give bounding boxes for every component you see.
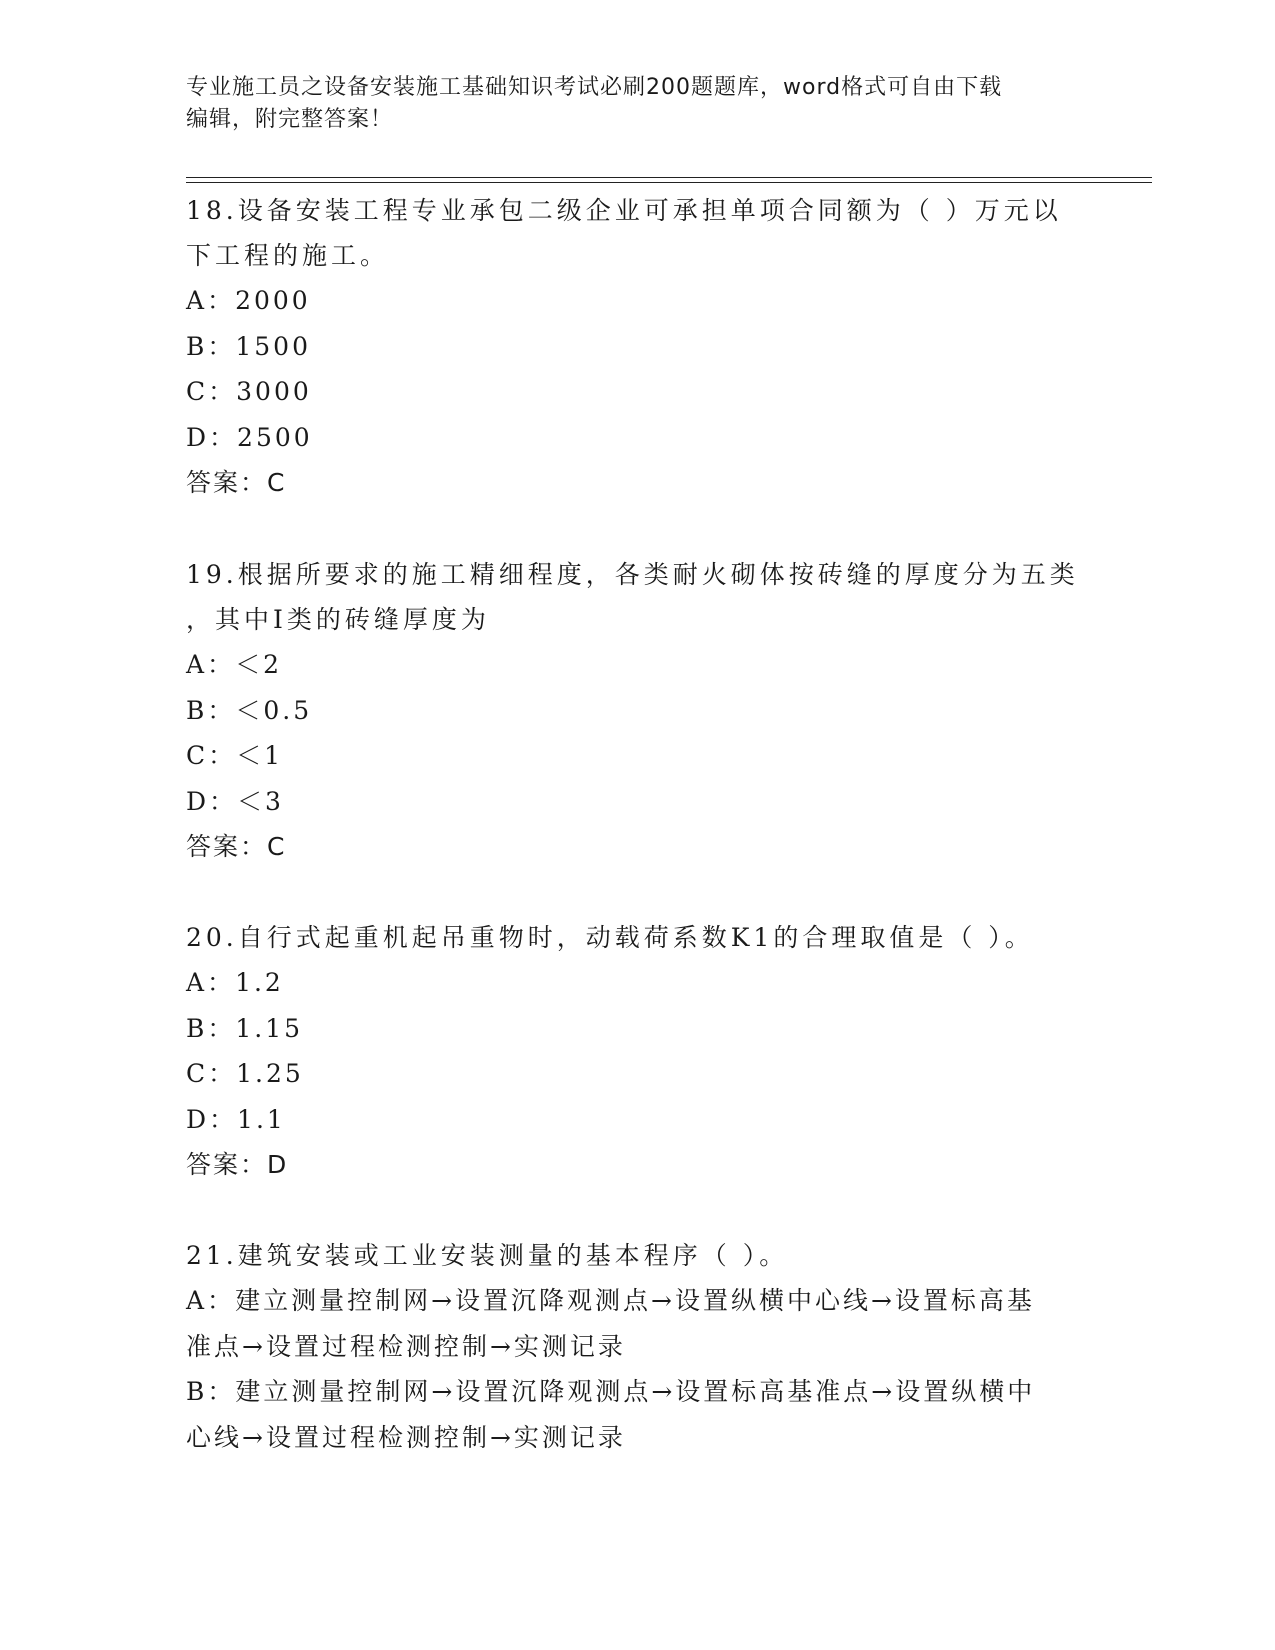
answer: 答案：C <box>186 832 287 861</box>
option-label: C： <box>186 1059 237 1088</box>
option-c <box>186 733 1086 779</box>
option-label: A： <box>186 650 236 679</box>
option-text: ＜2 <box>235 650 282 679</box>
option-text: 1.15 <box>235 1013 304 1043</box>
option-text: 1.25 <box>236 1059 304 1088</box>
option-b <box>186 1006 1086 1052</box>
question-stem-line: 18.设备安装工程专业承包二级企业可承担单项合同额为（ ）万元以 <box>186 196 1062 225</box>
option-text: ＜1 <box>236 741 284 770</box>
question-stem-line: 19.根据所要求的施工精细程度，各类耐火砌体按砖缝的厚度分为五类 <box>186 560 1079 589</box>
option-d <box>186 1097 1086 1143</box>
option-text: 建立测量控制网→设置沉降观测点→设置纵横中心线→设置标高基 <box>235 1286 1035 1315</box>
option-a <box>186 278 1086 324</box>
header-line-1: 专业施工员之设备安装施工基础知识考试必刷200题题库，word格式可自由下载 <box>186 75 1003 100</box>
question-21 <box>186 1233 1086 1460</box>
option-label: D： <box>186 422 238 452</box>
option-text: 建立测量控制网→设置沉降观测点→设置标高基准点→设置纵横中 <box>235 1377 1036 1406</box>
option-label: C： <box>186 377 237 406</box>
option-d <box>186 415 1086 461</box>
answer: 答案：D <box>186 1150 289 1179</box>
option-label: A： <box>186 968 236 997</box>
option-label: D： <box>186 786 238 816</box>
option-label: B： <box>186 1013 236 1043</box>
option-c <box>186 1051 1086 1097</box>
option-text: 2500 <box>237 422 313 452</box>
option-text: 1.2 <box>235 968 284 997</box>
question-stem-line: ，其中Ⅰ类的砖缝厚度为 <box>186 605 490 634</box>
header-divider-top <box>186 177 1152 178</box>
option-c <box>186 369 1086 415</box>
question-stem-line: 21.建筑安装或工业安装测量的基本程序（ ）。 <box>186 1241 789 1270</box>
option-a <box>186 642 1086 688</box>
option-label: C： <box>186 741 237 770</box>
option-b <box>186 688 1086 734</box>
option-label: B： <box>186 695 236 725</box>
option-label: A： <box>186 1286 236 1315</box>
question-19 <box>186 552 1086 869</box>
option-label: D： <box>186 1104 238 1134</box>
document-header <box>186 72 1066 136</box>
option-b-continued: 心线→设置过程检测控制→实测记录 <box>186 1422 626 1452</box>
option-label: B： <box>186 331 236 361</box>
option-text: ＜3 <box>237 786 284 816</box>
question-18 <box>186 188 1086 505</box>
option-text: 1500 <box>235 331 311 361</box>
question-stem-line: 20.自行式起重机起吊重物时，动载荷系数K1的合理取值是（ ）。 <box>186 923 1034 952</box>
option-label: A： <box>186 286 236 315</box>
option-a-continued: 准点→设置过程检测控制→实测记录 <box>186 1331 626 1361</box>
option-b <box>186 324 1086 370</box>
option-label: B： <box>186 1377 236 1406</box>
header-divider-bottom <box>186 182 1152 183</box>
answer: 答案：C <box>186 468 287 497</box>
option-b <box>186 1369 1086 1415</box>
option-text: 3000 <box>236 377 312 406</box>
question-stem-line: 下工程的施工。 <box>186 241 390 270</box>
option-text: 2000 <box>235 286 311 315</box>
option-text: ＜0.5 <box>235 695 313 725</box>
option-text: 1.1 <box>237 1104 286 1134</box>
option-a <box>186 1278 1086 1324</box>
question-20 <box>186 915 1086 1187</box>
header-line-2: 编辑，附完整答案！ <box>186 107 394 132</box>
option-a <box>186 960 1086 1006</box>
option-d <box>186 779 1086 825</box>
